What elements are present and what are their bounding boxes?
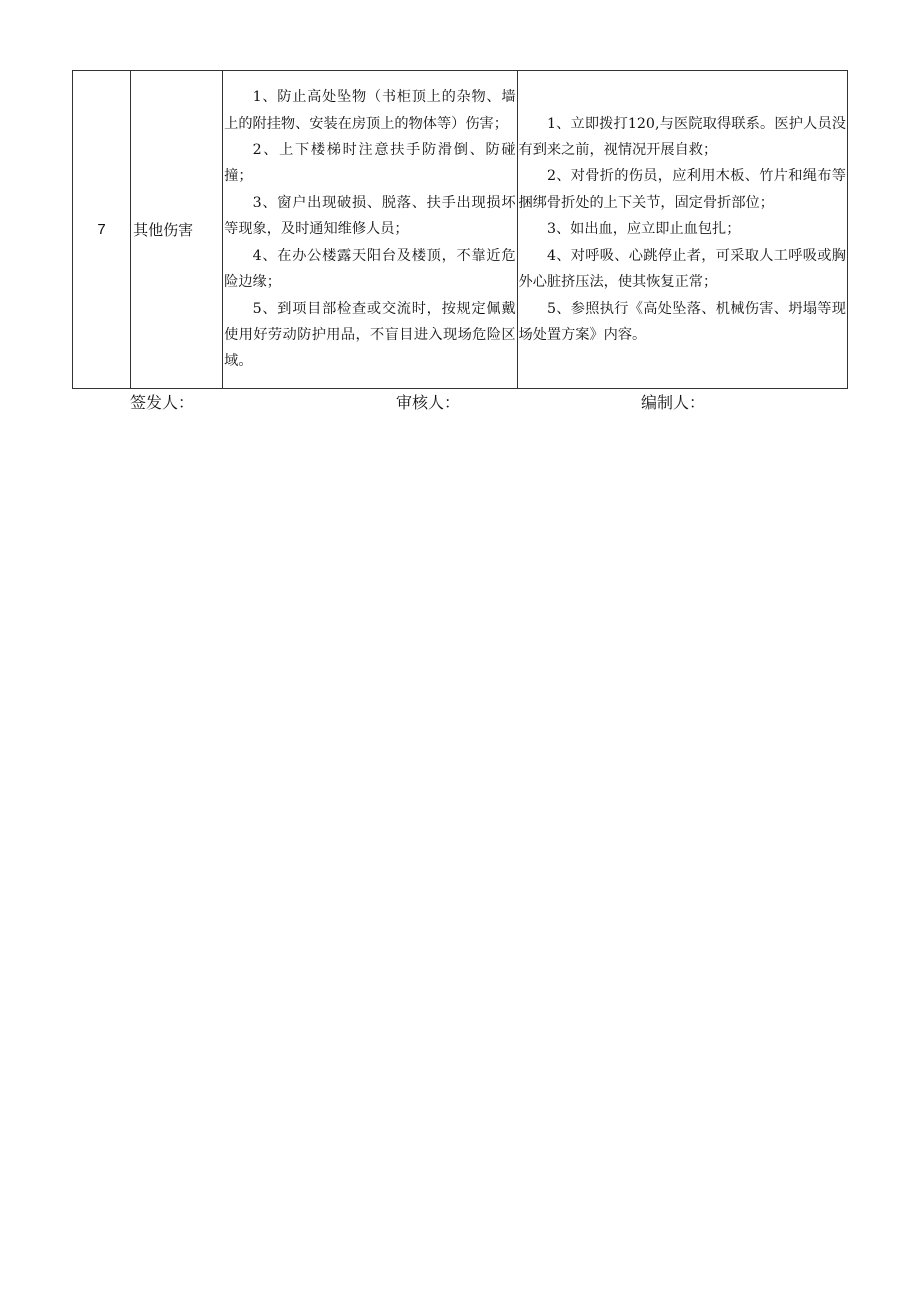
prevention-item: 3、窗户出现破损、脱落、扶手出现损坏等现象，及时通知维修人员； (224, 194, 516, 238)
prevention-item: 4、在办公楼露天阳台及楼顶，不靠近危险边缘； (224, 247, 516, 291)
table-row (73, 71, 848, 389)
response-item: 5、参照执行《高处坠落、机械伤害、坍塌等现场处置方案》内容。 (518, 300, 846, 343)
prevention-item: 1、防止高处坠物（书柜顶上的杂物、墙上的附挂物、安装在房顶上的物体等）伤害； (224, 89, 516, 132)
emergency-response (517, 71, 847, 389)
prevention-measures (223, 71, 517, 389)
prevention-item: 2、上下楼梯时注意扶手防滑倒、防碰撞； (224, 142, 516, 185)
row-number: 7 (73, 71, 131, 389)
response-item: 2、对骨折的伤员，应利用木板、竹片和绳布等捆绑骨折处的上下关节，固定骨折部位； (518, 168, 846, 211)
prevention-item: 5、到项目部检查或交流时，按规定佩戴使用好劳动防护用品，不盲目进入现场危险区域。 (224, 300, 516, 370)
response-item: 4、对呼吸、心跳停止者，可采取人工呼吸或胸外心脏挤压法，使其恢复正常； (518, 247, 846, 291)
hazard-type: 其他伤害 (131, 71, 223, 389)
signature-row (0, 390, 920, 418)
compiler-label: 编制人： (641, 393, 706, 412)
reviewer-label: 审核人： (396, 393, 461, 412)
response-item: 3、如出血，应立即止血包扎； (546, 221, 741, 238)
response-item: 1、立即拨打120,与医院取得联系。医护人员没有到来之前，视情况开展自救； (518, 115, 846, 159)
issuer-label: 签发人： (130, 393, 195, 412)
hazard-measures-table (72, 70, 848, 389)
